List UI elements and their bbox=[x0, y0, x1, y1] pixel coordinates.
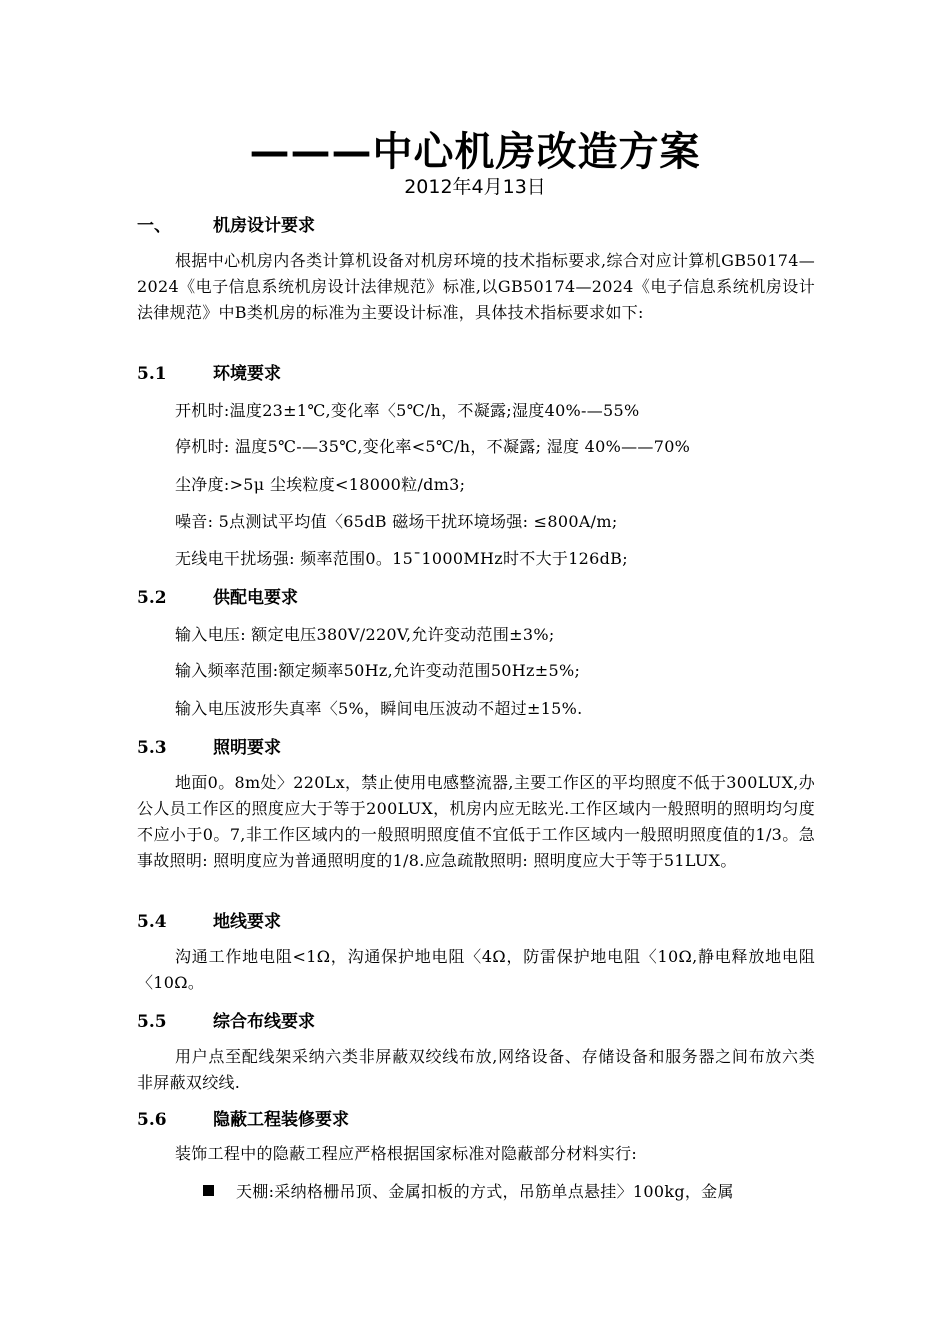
section-number: 5.5 bbox=[137, 1012, 167, 1032]
section-title: 供配电要求 bbox=[213, 588, 298, 608]
section-number: 5.1 bbox=[137, 364, 167, 384]
power-line-voltage: 输入电压: 额定电压380V/220V,允许变动范围±3%; bbox=[175, 625, 555, 644]
section-title: 机房设计要求 bbox=[213, 216, 315, 236]
env-line-radio: 无线电干扰场强: 频率范围0。15¯1000MHz时不大于126dB; bbox=[175, 549, 628, 568]
section-number: 5.6 bbox=[137, 1110, 167, 1130]
section-number: 5.3 bbox=[137, 738, 167, 758]
env-line-dust: 尘净度:>5μ 尘埃粒度<18000粒/dm3; bbox=[175, 475, 466, 494]
power-line-frequency: 输入频率范围:额定频率50Hz,允许变动范围50Hz±5%; bbox=[175, 661, 581, 680]
bullet-text: 天棚:采纳格栅吊顶、金属扣板的方式，吊筋单点悬挂〉100kg，金属 bbox=[236, 1182, 734, 1201]
env-line-shutdown: 停机时: 温度5℃-—35℃,变化率<5℃/h，不凝露; 湿度 40%——70% bbox=[175, 437, 691, 456]
section-number: 5.2 bbox=[137, 588, 167, 608]
concealed-works-intro: 装饰工程中的隐蔽工程应严格根据国家标准对隐蔽部分材料实行: bbox=[175, 1144, 638, 1163]
section-title: 环境要求 bbox=[213, 364, 281, 384]
section-number: 一、 bbox=[137, 216, 171, 236]
section-1-paragraph: 根据中心机房内各类计算机设备对机房环境的技术指标要求,综合对应计算机GB50174—2024《电子信息系统机房设计法律规范》标准,以GB50174—2024《电子信息系统机房设计法律规范》中B类机房的标准为主要设计标准，具体技术指标要求如下: bbox=[137, 251, 815, 322]
section-title: 地线要求 bbox=[213, 912, 281, 932]
section-heading-5-4 bbox=[137, 910, 281, 934]
square-bullet-icon bbox=[203, 1185, 214, 1196]
document-date: 2012年4月13日 bbox=[404, 176, 546, 198]
section-title: 综合布线要求 bbox=[213, 1012, 315, 1032]
page-title: ———中心机房改造方案 bbox=[249, 129, 701, 175]
lighting-paragraph: 地面0。8m处〉220Lx，禁止使用电感整流器,主要工作区的平均照度不低于300LUX,办公人员工作区的照度应大于等于200LUX，机房内应无眩光.工作区域内一般照明的照明均匀度不应小于0。7,非工作区域内的一般照明照度值不宜低于工作区域内一般照明照度值的1/3。急事故照明: 照明度应为普通照明度的1/8.应急疏散照明: 照明度应大于等于51LUX。 bbox=[137, 773, 815, 870]
section-number: 5.4 bbox=[137, 912, 167, 932]
env-line-noise: 噪音: 5点测试平均值〈65dB 磁场干扰环境场强: ≤800A/m; bbox=[175, 512, 618, 531]
section-heading-1 bbox=[137, 214, 315, 238]
section-heading-5-6 bbox=[137, 1108, 349, 1132]
cabling-paragraph: 用户点至配线架采纳六类非屏蔽双绞线布放,网络设备、存储设备和服务器之间布放六类非屏蔽双绞线. bbox=[137, 1047, 815, 1092]
section-title: 隐蔽工程装修要求 bbox=[213, 1110, 349, 1130]
grounding-paragraph: 沟通工作地电阻<1Ω，沟通保护地电阻〈4Ω，防雷保护地电阻〈10Ω,静电释放地电阻〈10Ω。 bbox=[137, 947, 815, 992]
section-heading-5-1 bbox=[137, 362, 281, 386]
section-heading-5-3 bbox=[137, 736, 281, 760]
section-heading-5-5 bbox=[137, 1010, 315, 1034]
power-line-distortion: 输入电压波形失真率〈5%，瞬间电压波动不超过±15%. bbox=[175, 699, 583, 718]
section-heading-5-2 bbox=[137, 586, 298, 610]
bullet-item-ceiling bbox=[203, 1179, 734, 1205]
section-title: 照明要求 bbox=[213, 738, 281, 758]
env-line-startup: 开机时:温度23±1℃,变化率〈5℃/h，不凝露;湿度40%-—55% bbox=[175, 401, 640, 420]
